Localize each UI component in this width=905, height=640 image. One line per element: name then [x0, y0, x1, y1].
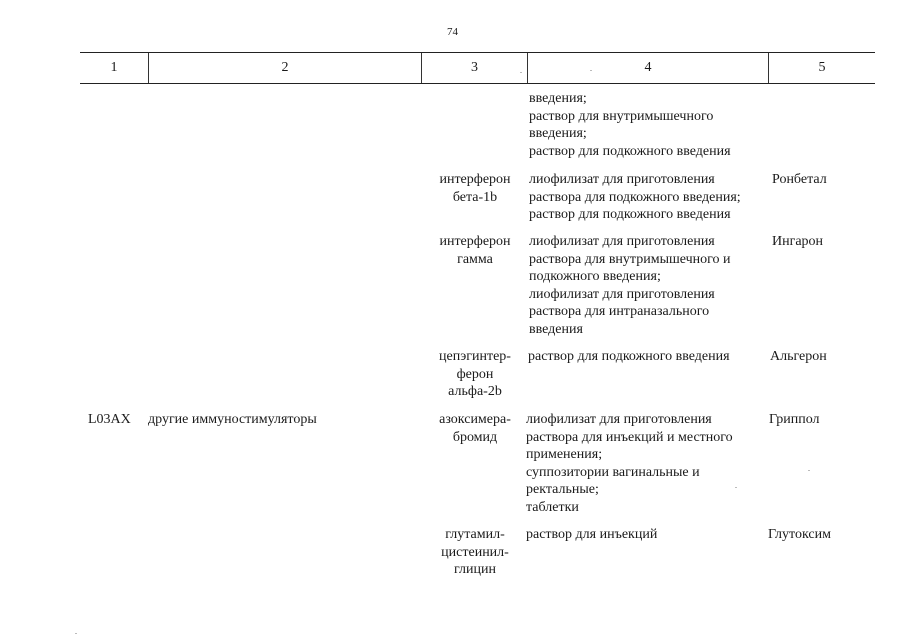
dosage-form-cell: раствор для подкожного введения — [528, 349, 730, 364]
drug-name-cell: интерферон гамма — [439, 234, 511, 267]
page-number: 74 — [447, 26, 458, 38]
header-col-2: 2 — [281, 60, 289, 75]
table-header — [80, 52, 875, 84]
dosage-form-cell: лиофилизат для приготовления раствора для внутримышечного и подкожного введения; лиофилизат для приготовления раствора для интраназального введения — [529, 234, 731, 337]
trade-name-cell: Альгерон — [770, 349, 827, 364]
drug-name-cell: азоксимера- бромид — [439, 412, 511, 445]
trade-name-cell: Ингарон — [772, 234, 824, 249]
dosage-form-cell: лиофилизат для приготовления раствора для инъекций и местного применения; суппозитории вагинальные и ректальные; таблетки — [526, 412, 733, 515]
scan-speck — [808, 470, 810, 471]
dosage-form-cell: лиофилизат для приготовления раствора для подкожного введения; раствор для подкожного введения — [529, 172, 741, 222]
drug-name-cell: цепэгинтер- ферон альфа-2b — [439, 349, 511, 399]
trade-name-cell: Глутоксим — [768, 527, 831, 542]
header-col-3: 3 — [471, 60, 478, 75]
drug-name-cell: интерферон бета-1b — [439, 172, 511, 205]
header-col-1: 1 — [110, 60, 118, 75]
scan-speck — [590, 70, 592, 71]
header-col-4: 4 — [644, 60, 652, 75]
trade-name-cell: Гриппол — [769, 412, 820, 427]
trade-name-cell: Ронбетал — [772, 172, 827, 187]
atc-code-cell: L03AX — [88, 412, 131, 427]
atc-group-cell: другие иммуностимуляторы — [148, 412, 317, 427]
dosage-form-cell: раствор для инъекций — [526, 527, 658, 542]
scan-speck — [735, 487, 737, 488]
scan-speck — [520, 72, 522, 73]
header-col-5: 5 — [818, 60, 826, 75]
scan-speck — [75, 633, 77, 634]
dosage-form-cell: введения; раствор для внутримышечного введения; раствор для подкожного введения — [529, 91, 731, 159]
drug-name-cell: глутамил- цистеинил- глицин — [441, 527, 509, 577]
